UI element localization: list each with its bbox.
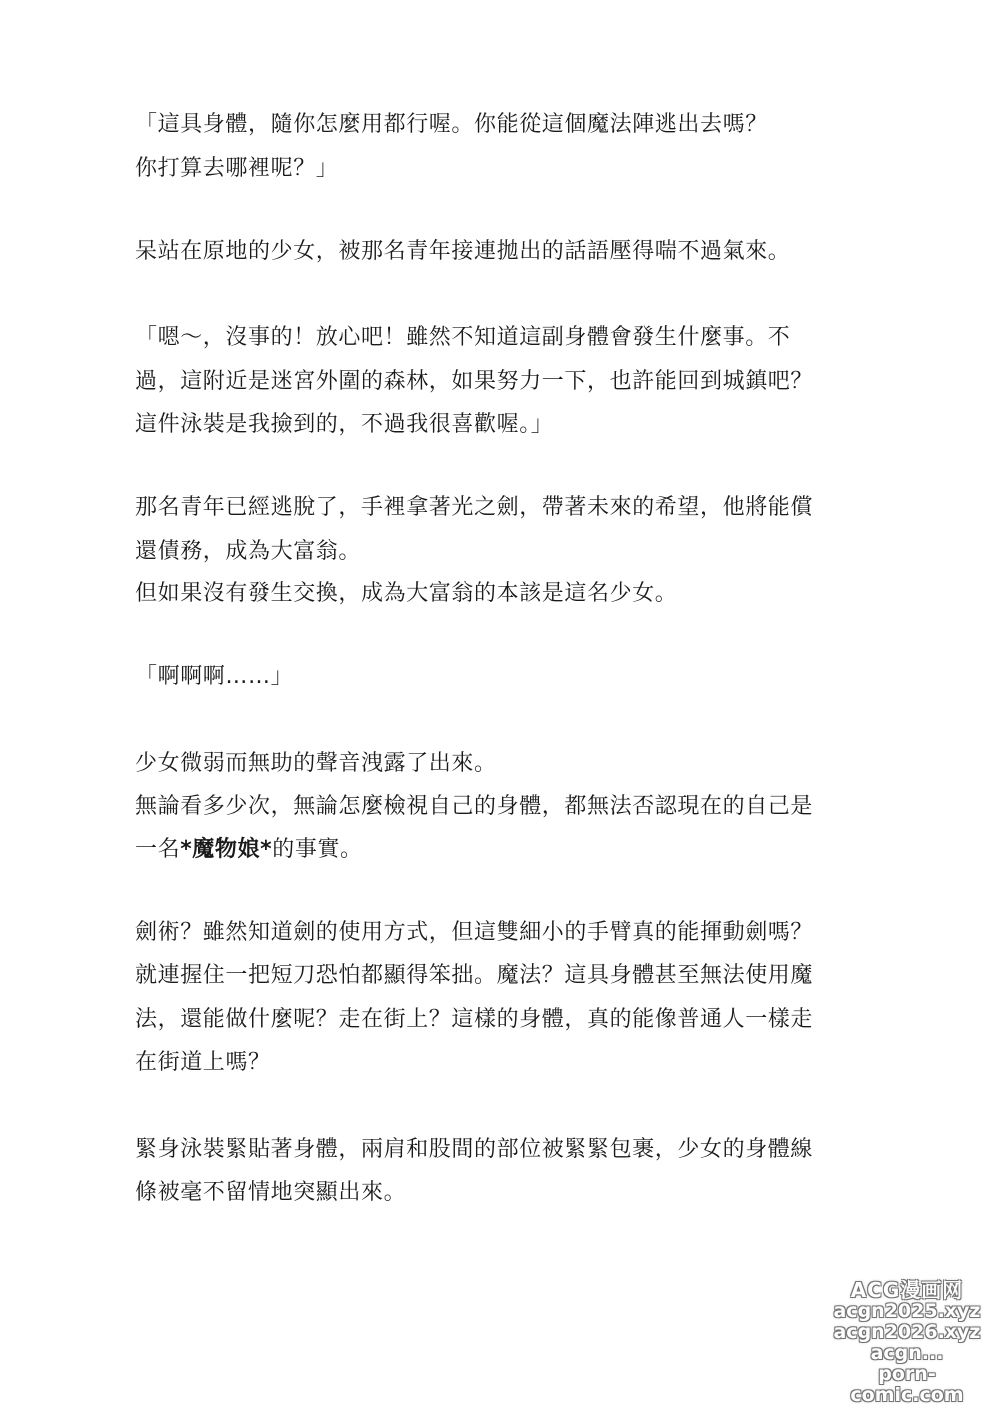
text-line: 「啊啊啊……」 [135, 664, 294, 689]
text-line: 那名青年已經逃脫了，手裡拿著光之劍，帶著未來的希望，他將能償 [135, 495, 814, 520]
text-line: 條被毫不留情地突顯出來。 [135, 1180, 407, 1205]
text-line: 緊身泳裝緊貼著身體，兩肩和股間的部位被緊緊包裹，少女的身體線 [135, 1137, 814, 1162]
watermark-domain: porn-comic.com [850, 1363, 964, 1406]
text-line: 你打算去哪裡呢？」 [135, 156, 339, 181]
text-line: 無論看多少次，無論怎麼檢視自己的身體，都無法否認現在的自己是 [135, 794, 814, 819]
watermark-title: ACG漫画网 [850, 1278, 964, 1302]
emphasized-term: *魔物娘* [180, 837, 273, 862]
text-line: 這件泳裝是我撿到的，不過我很喜歡喔。」 [135, 412, 554, 437]
text-line: 劍術？雖然知道劍的使用方式，但這雙細小的手臂真的能揮動劍嗎？ [135, 920, 814, 945]
text-line: 過，這附近是迷宮外圍的森林，如果努力一下，也許能回到城鎮吧？ [135, 369, 814, 394]
text-line: 但如果沒有發生交換，成為大富翁的本該是這名少女。 [135, 581, 678, 606]
watermark-domain: acgn2026.xyz [833, 1321, 981, 1343]
text-line: 就連握住一把短刀恐怕都顯得笨拙。魔法？這具身體甚至無法使用魔 [135, 963, 814, 988]
text-line-emphasis [135, 834, 363, 866]
text-line: 在街道上嗎？ [135, 1050, 271, 1075]
watermark-domain: acgn... [870, 1342, 944, 1364]
text-line: 還債務，成為大富翁。 [135, 539, 362, 564]
text-segment: 一名 [135, 837, 181, 862]
text-line: 呆站在原地的少女，被那名青年接連拋出的話語壓得喘不過氣來。 [135, 239, 791, 264]
text-line: 「這具身體，隨你怎麼用都行喔。你能從這個魔法陣逃出去嗎？ [135, 112, 768, 137]
site-watermark [832, 1280, 982, 1406]
text-segment: 的事實。 [272, 837, 363, 862]
story-text [135, 0, 855, 1414]
watermark-domain: acgn2025.xyz [833, 1300, 981, 1322]
text-line: 少女微弱而無助的聲音洩露了出來。 [135, 751, 497, 776]
text-line: 「嗯～，沒事的！放心吧！雖然不知道這副身體會發生什麼事。不 [135, 325, 791, 350]
text-line: 法，還能做什麼呢？走在街上？這樣的身體，真的能像普通人一樣走 [135, 1007, 814, 1032]
